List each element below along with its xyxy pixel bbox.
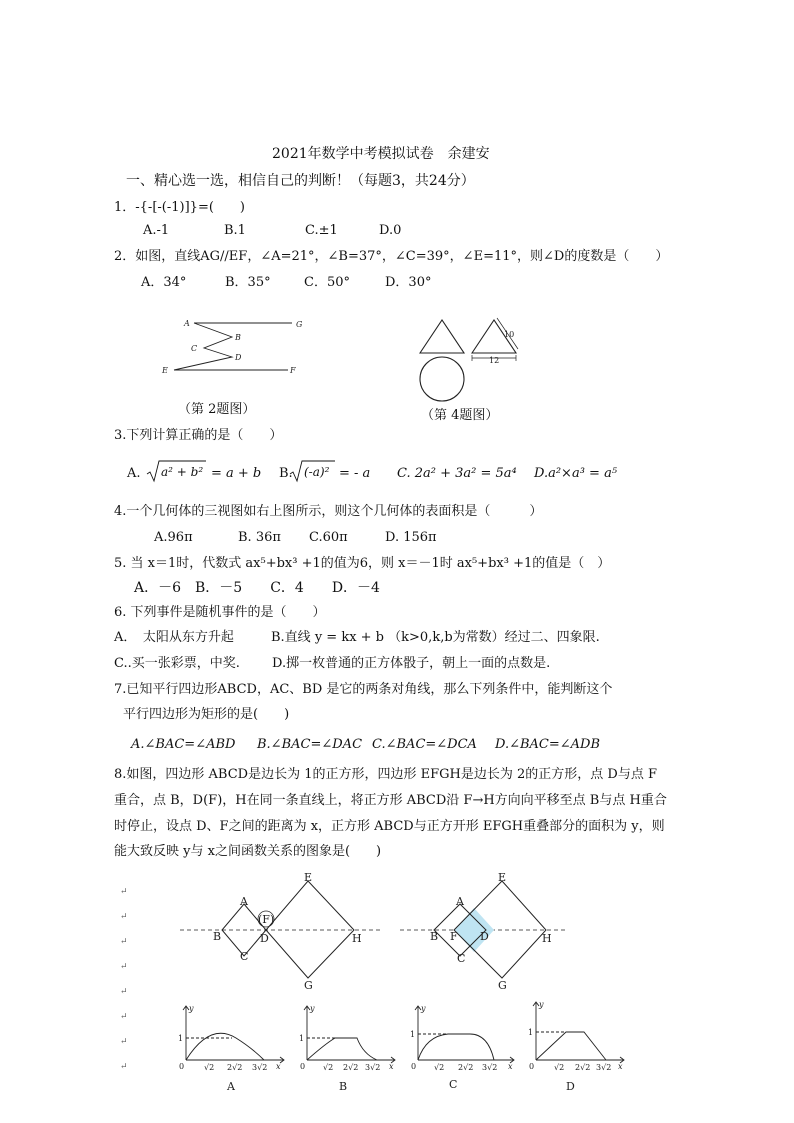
fig2-caption: （第 2题图） — [178, 402, 256, 417]
fig2-label-g: G — [296, 320, 303, 329]
paragraph-mark: ↵ — [120, 887, 128, 897]
graph-option-a — [172, 1000, 290, 1094]
q5-options: A．－6 B．－5 C．4 D．－4 — [134, 580, 380, 596]
graph-b-t2: 2√2 — [343, 1063, 359, 1072]
graph-b-x: x — [389, 1062, 394, 1071]
q7-option-d: D.∠BAC=∠ADB — [495, 737, 601, 752]
fig4-caption: （第 4题图） — [421, 408, 499, 423]
section-heading: 一、精心选一选，相信自己的判断！（每题3，共24分） — [126, 173, 475, 189]
q8-stem-line1: 8.如图，四边形 ABCD是边长为 1的正方形，四边形 EFGH是边长为 2的正方形，点 D与点 F — [114, 767, 657, 782]
graph-a-y: y — [189, 1004, 194, 1013]
q2-stem: 2．如图，直线AG//EF，∠A=21°，∠B=37°，∠C=39°，∠E=11°，则∠D的度数是（ ） — [114, 249, 669, 264]
fig2-label-e: E — [162, 366, 168, 375]
q7-option-a: A.∠BAC=∠ABD — [131, 737, 236, 752]
q3-option-a-label: A. — [127, 466, 141, 481]
q3-option-a-expr: = a + b — [211, 466, 262, 481]
q2-option-c: C．50° — [304, 275, 350, 290]
fig2-label-d: D — [235, 353, 242, 362]
graph-d-t3: 3√2 — [596, 1063, 612, 1072]
q7-option-b: B.∠BAC=∠DAC — [257, 737, 363, 752]
q1-option-d: D.0 — [379, 223, 402, 238]
fig2-label-a: A — [184, 319, 190, 328]
paragraph-mark: ↵ — [120, 1062, 128, 1072]
fig2-label-b: B — [235, 333, 241, 342]
graph-d-x: x — [618, 1062, 623, 1071]
q2-option-d: D．30° — [385, 275, 432, 290]
fig8-left-label-b: B — [213, 930, 222, 943]
q8-stem-line2: 重合，点 B，D(F)，H在同一条直线上，将正方形 ABCD沿 F→H方向向平移至点 B与点 H重合 — [114, 793, 667, 808]
graph-c-x: x — [508, 1062, 513, 1071]
graph-c-t3: 3√2 — [482, 1063, 498, 1072]
graph-b-label: B — [339, 1080, 348, 1093]
q4-option-c: C.60π — [309, 530, 348, 545]
graph-b-t1: √2 — [323, 1063, 334, 1072]
graph-c-origin: 0 — [411, 1062, 417, 1071]
graph-a-t3: 3√2 — [252, 1063, 268, 1072]
graph-a-one: 1 — [178, 1034, 184, 1043]
q6-option-b: B.直线 y = kx + b （k>0,k,b为常数）经过二、四象限. — [271, 630, 600, 645]
graph-c-t1: √2 — [434, 1063, 445, 1072]
q1-option-c: C.±1 — [305, 223, 338, 238]
fig8-right-label-d: D — [480, 930, 489, 943]
figure-q2 — [158, 312, 308, 380]
graph-a-x: x — [276, 1062, 281, 1071]
q7-stem-line2: 平行四边形为矩形的是( ) — [123, 707, 290, 722]
paragraph-mark: ↵ — [120, 987, 128, 997]
fig8-right-label-c: C — [457, 952, 466, 965]
q2-option-b: B．35° — [225, 275, 271, 290]
q2-option-a: A．34° — [141, 275, 187, 290]
paragraph-mark: ↵ — [120, 1012, 128, 1022]
graph-a-label: A — [227, 1080, 235, 1093]
q6-option-d: D.掷一枚普通的正方体骰子，朝上一面的点数是. — [272, 656, 551, 671]
graph-d-label: D — [566, 1080, 575, 1093]
fig8-right-label-e: E — [498, 871, 507, 884]
fig2-label-f: F — [290, 366, 296, 375]
fig4-dim-slant: 10 — [504, 330, 515, 339]
q6-option-c: C..买一张彩票，中奖. — [114, 656, 240, 671]
svg-text:a² + b²: a² + b² — [161, 465, 204, 479]
graph-d-t2: 2√2 — [575, 1063, 591, 1072]
q3-option-a-radical — [146, 459, 208, 483]
q1-option-a: A.-1 — [143, 223, 170, 238]
graph-a-t1: √2 — [204, 1063, 215, 1072]
graph-option-c — [404, 1000, 520, 1094]
q8-stem-line3: 时停止，设点 D、F之间的距离为 x，正方形 ABCD与正方开形 EFGH重叠部分的面积为 y，则 — [114, 819, 665, 834]
fig4-dim-base: 12 — [489, 356, 500, 365]
graph-d-one: 1 — [528, 1028, 534, 1037]
q1-option-b: B.1 — [224, 223, 246, 238]
graph-d-y: y — [539, 1000, 544, 1009]
fig8-left-label-g: G — [304, 979, 313, 992]
graph-d-t1: √2 — [554, 1063, 565, 1072]
fig8-right-label-h: H — [542, 932, 552, 945]
figure-q8-initial — [178, 868, 382, 992]
graph-b-t3: 3√2 — [365, 1063, 381, 1072]
fig2-label-c: C — [191, 344, 198, 353]
q1-stem: 1．-{-[-(-1)]}=( ) — [114, 200, 245, 215]
fig8-left-label-h: H — [352, 932, 362, 945]
graph-a-t2: 2√2 — [227, 1063, 243, 1072]
fig8-left-label-d: D — [260, 932, 269, 945]
q4-stem: 4.一个几何体的三视图如右上图所示，则这个几何体的表面积是（ ） — [114, 504, 543, 519]
q4-option-d: D. 156π — [385, 530, 437, 545]
q4-option-a: A.96π — [154, 530, 193, 545]
q6-stem: 6. 下列事件是随机事件的是（ ） — [114, 605, 326, 620]
fig8-right-label-a: A — [456, 895, 464, 908]
fig8-left-label-c: C — [240, 950, 249, 963]
graph-b-y: y — [310, 1004, 315, 1013]
paragraph-mark: ↵ — [120, 1037, 128, 1047]
q6-option-a: A． 太阳从东方升起 — [114, 630, 234, 645]
fig8-right-label-g: G — [498, 979, 507, 992]
q7-stem-line1: 7.已知平行四边形ABCD，AC、BD 是它的两条对角线，那么下列条件中，能判断这个 — [114, 682, 613, 697]
graph-a-origin: 0 — [179, 1062, 185, 1071]
q4-option-b: B. 36π — [238, 530, 281, 545]
graph-c-label: C — [449, 1078, 458, 1091]
q3-option-d: D.a²×a³ = a⁵ — [534, 466, 618, 481]
figure-q8-overlap — [398, 868, 570, 992]
graph-option-d — [522, 996, 630, 1094]
graph-b-origin: 0 — [300, 1062, 306, 1071]
paragraph-mark: ↵ — [120, 937, 128, 947]
q3-stem: 3.下列计算正确的是（ ） — [114, 428, 283, 443]
graph-b-one: 1 — [299, 1034, 305, 1043]
svg-text:(-a)²: (-a)² — [304, 465, 330, 479]
q8-stem-line4: 能大致反映 y与 x之间函数关系的图象是( ) — [114, 844, 382, 859]
page-title: 2021年数学中考模拟试卷 余建安 — [272, 146, 490, 162]
graph-c-y: y — [421, 1004, 426, 1013]
q5-stem: 5. 当 x＝1时，代数式 ax⁵+bx³ +1的值为6，则 x＝－1时 ax⁵+bx³ +1的值是（ ） — [114, 556, 611, 571]
fig8-left-label-e: E — [304, 871, 313, 884]
fig8-left-label-a: A — [240, 895, 248, 908]
fig8-right-label-b: B — [430, 930, 439, 943]
figure-q4 — [414, 312, 532, 408]
q7-option-c: C.∠BAC=∠DCA — [372, 737, 477, 752]
graph-option-b — [293, 1000, 401, 1094]
graph-c-one: 1 — [410, 1030, 416, 1039]
q3-option-b-radical — [289, 459, 337, 483]
fig8-left-label-f: (F) — [258, 913, 275, 926]
graph-c-t2: 2√2 — [458, 1063, 474, 1072]
q3-option-b-label: B. — [279, 466, 293, 481]
paragraph-mark: ↵ — [120, 962, 128, 972]
fig8-right-label-f: F — [450, 930, 458, 943]
q3-option-b-expr: = - a — [339, 466, 371, 481]
paragraph-mark: ↵ — [120, 912, 128, 922]
q3-option-c: C. 2a² + 3a² = 5a⁴ — [397, 466, 517, 481]
graph-d-origin: 0 — [529, 1062, 535, 1071]
